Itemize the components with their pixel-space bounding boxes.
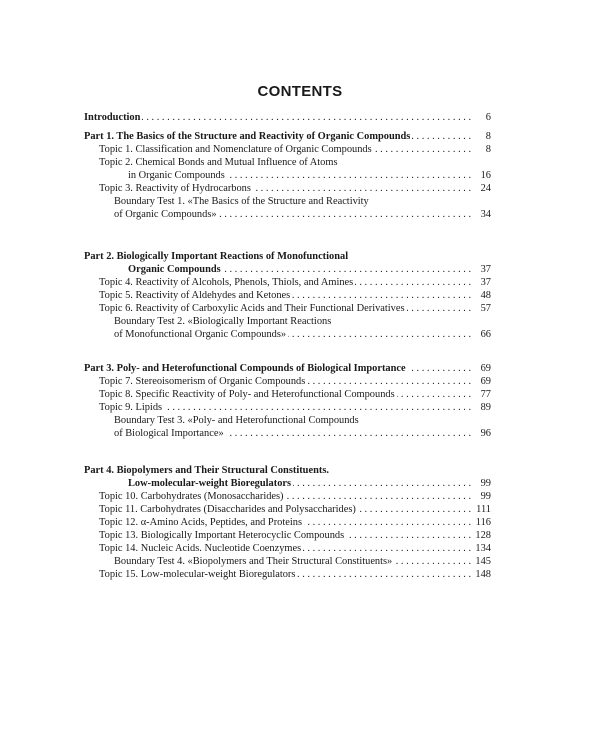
toc-label: in Organic Compounds	[84, 169, 227, 182]
toc-label: Introduction	[84, 112, 141, 123]
part-heading: Organic Compounds	[84, 263, 223, 276]
toc-label: Topic 12. α-Amino Acids, Peptides, and Proteins	[84, 516, 304, 529]
toc-page: 37	[480, 277, 491, 288]
toc-label: Topic 8. Specific Reactivity of Poly- and Heterofunctional Compounds	[84, 388, 397, 401]
part-heading: Part 1. The Basics of the Structure and Reactivity of Organic Compounds	[84, 131, 411, 142]
toc-page: 69	[480, 376, 491, 387]
toc-label: Topic 1. Classification and Nomenclature of Organic Compounds	[84, 143, 374, 156]
part-heading: Part 2. Biologically Important Reactions of Monofunctional	[84, 251, 349, 262]
part-heading: Part 3. Poly- and Heterofunctional Compounds of Biological Importance	[84, 363, 406, 374]
toc-part-3	[84, 362, 491, 440]
toc-page: 48	[480, 290, 491, 301]
toc-page: 134	[475, 543, 491, 554]
toc-page: 8	[485, 131, 491, 142]
toc-label: Topic 13. Biologically Important Heterocyclic Compounds	[84, 529, 346, 542]
toc-label: Topic 14. Nucleic Acids. Nucleotide Coenzymes	[84, 542, 303, 555]
toc-page: 148	[475, 569, 491, 580]
toc-part-1	[84, 130, 491, 221]
toc-label: Topic 7. Stereoisomerism of Organic Compounds	[84, 375, 307, 388]
toc-page: 99	[480, 478, 491, 489]
toc-label: Topic 10. Carbohydrates (Monosaccharides)	[84, 490, 286, 503]
toc-part-4	[84, 464, 491, 581]
toc-page: 77	[480, 389, 491, 400]
toc-label: Topic 11. Carbohydrates (Disaccharides and Polysaccharides)	[84, 503, 358, 516]
toc-label: Topic 6. Reactivity of Carboxylic Acids and Their Functional Derivatives	[84, 302, 407, 315]
toc-page: 89	[480, 402, 491, 413]
toc-page: 145	[475, 556, 491, 567]
toc-page: 111	[476, 504, 491, 515]
toc-label: Topic 5. Reactivity of Aldehydes and Ketones	[84, 289, 292, 302]
page-title: CONTENTS	[257, 83, 343, 100]
toc-page: 69	[480, 363, 491, 374]
part-heading: Low-molecular-weight Bioregulators	[84, 477, 293, 490]
toc-page: 34	[480, 209, 491, 220]
toc-page: 66	[480, 329, 491, 340]
toc-label: Boundary Test 4. «Biopolymers and Their Structural Constituents»	[84, 555, 394, 568]
toc-page: 8	[485, 144, 491, 155]
toc-label: Boundary Test 3. «Poly- and Heterofunctional Compounds	[84, 414, 361, 427]
toc-label: Topic 15. Low-molecular-weight Bioregulators	[84, 568, 297, 581]
toc-page: 96	[480, 428, 491, 439]
toc-page: 128	[475, 530, 491, 541]
toc-page: 57	[480, 303, 491, 314]
toc-page: 116	[475, 517, 491, 528]
toc-label: Topic 9. Lipids	[84, 401, 164, 414]
toc-label: of Monofunctional Organic Compounds»	[84, 328, 288, 341]
toc-introduction	[84, 111, 491, 124]
toc-page: 6	[485, 112, 491, 123]
toc-label: Topic 4. Reactivity of Alcohols, Phenols, Thiols, and Amines	[84, 276, 355, 289]
toc-label: of Biological Importance»	[84, 427, 226, 440]
toc-label: Topic 3. Reactivity of Hydrocarbons	[84, 182, 253, 195]
toc-label: Boundary Test 1. «The Basics of the Structure and Reactivity	[84, 195, 371, 208]
toc-page: 24	[480, 183, 491, 194]
toc-page: 37	[480, 264, 491, 275]
toc-label: of Organic Compounds»	[84, 208, 219, 221]
toc-page: 99	[480, 491, 491, 502]
part-heading: Part 4. Biopolymers and Their Structural Constituents.	[84, 465, 329, 476]
toc-label: Boundary Test 2. «Biologically Important Reactions	[84, 315, 333, 328]
toc-part-2	[84, 250, 491, 341]
toc-label: Topic 2. Chemical Bonds and Mutual Influence of Atoms	[84, 156, 340, 169]
toc-page: 16	[480, 170, 491, 181]
